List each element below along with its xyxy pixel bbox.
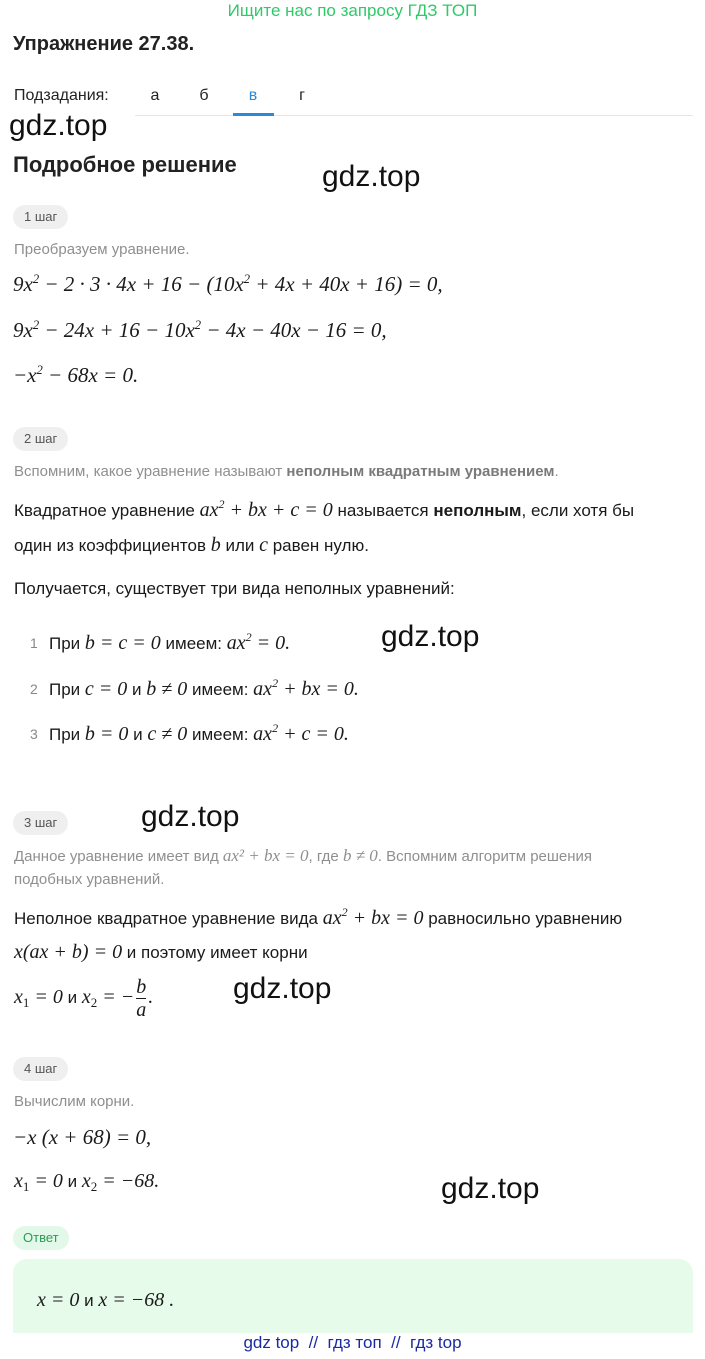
- inline-math: c = 0: [84, 677, 128, 700]
- text: При: [49, 633, 85, 653]
- fraction-numerator: b: [136, 976, 147, 998]
- list-item: [49, 721, 349, 746]
- equation-line: $-x^2 - 68x = 0$.: [13, 363, 139, 388]
- inline-math: b: [210, 534, 221, 556]
- text: Квадратное уравнение: [14, 500, 200, 520]
- top-banner[interactable]: Ищите нас по запросу ГДЗ ТОП: [227, 1, 478, 20]
- paragraph: [14, 497, 634, 522]
- inline-math: $ax^2 + c = 0$.: [253, 721, 349, 745]
- text: .: [148, 985, 154, 1008]
- watermark: gdz.top: [322, 160, 421, 193]
- watermark: gdz.top: [9, 109, 108, 142]
- inline-math: $x_1 = 0$: [14, 985, 63, 1010]
- text: равен нулю.: [267, 536, 369, 555]
- bold-text: неполным: [433, 500, 522, 520]
- paragraph: [14, 941, 308, 964]
- inline-math: x = −68 .: [98, 1289, 175, 1311]
- hint-text: .: [554, 463, 559, 480]
- inline-math: x(ax + b) = 0: [14, 941, 123, 963]
- inline-math: $x_1 = 0$: [14, 1170, 63, 1194]
- active-tab-indicator: [233, 113, 274, 116]
- inline-math: x = 0: [37, 1289, 80, 1311]
- tab-b[interactable]: б: [199, 87, 209, 104]
- list-number: 3: [30, 726, 38, 742]
- tab-v[interactable]: в: [248, 87, 258, 104]
- text: или: [220, 536, 260, 555]
- step-badge: 2 шаг: [13, 427, 68, 451]
- inline-math: c ≠ 0: [147, 722, 188, 745]
- step-badge: 1 шаг: [13, 205, 68, 229]
- text: Неполное квадратное уравнение вида: [14, 908, 323, 928]
- inline-math: $ax^2$ + bx + c = 0: [199, 497, 333, 521]
- fraction: [136, 976, 146, 1021]
- answer-text: [37, 1289, 174, 1312]
- paragraph: [14, 905, 622, 930]
- text: При: [49, 679, 85, 699]
- list-item: [49, 676, 359, 701]
- text: и: [127, 679, 147, 699]
- fraction-denominator: a: [136, 999, 147, 1021]
- inline-math: $x_2 = -68$.: [81, 1170, 160, 1194]
- inline-math: $x_2$ = −: [81, 985, 135, 1010]
- answer-badge: Ответ: [13, 1226, 69, 1250]
- step-hint: [14, 463, 559, 480]
- hint-bold: неполным квадратным уравнением: [286, 463, 555, 480]
- inline-math: $ax^2 = 0$.: [226, 630, 291, 654]
- footer-links[interactable]: gdz top // гдз топ // гдз top: [243, 1333, 462, 1352]
- tab-g[interactable]: г: [299, 87, 305, 104]
- equation-line: −x (x + 68) = 0,: [13, 1125, 152, 1149]
- watermark: gdz.top: [233, 972, 332, 1005]
- text: имеем:: [160, 633, 227, 653]
- inline-math: b ≠ 0: [146, 677, 188, 700]
- step-hint: Вычислим корни.: [14, 1093, 135, 1110]
- equation-line: $9x^2 - 2 \cdot 3 \cdot 4x + 16 - (10x^2 + 4x + 40x + 16) = 0$,: [13, 272, 443, 297]
- text: называется: [332, 500, 434, 520]
- text: . Вспомним алгоритм решения: [377, 848, 593, 865]
- list-number: 2: [30, 681, 38, 697]
- inline-math: c: [259, 534, 268, 556]
- text: и: [62, 987, 82, 1007]
- watermark: gdz.top: [141, 800, 240, 833]
- inline-math: b = 0: [84, 722, 129, 745]
- hint-text: Вспомним, какое уравнение называют: [14, 463, 287, 480]
- inline-math: $ax^2$ + bx = 0: [322, 905, 424, 929]
- list-item: [49, 630, 290, 655]
- inline-math: b ≠ 0: [342, 846, 378, 865]
- text: имеем:: [187, 679, 254, 699]
- page-title: Упражнение 27.38.: [13, 33, 195, 55]
- equation-line: $9x^2 - 24x + 16 - 10x^2 - 4x - 40x - 16 = 0$,: [13, 318, 387, 343]
- text: и: [79, 1291, 99, 1310]
- inline-math: ax² + bx = 0: [222, 846, 309, 865]
- text: Данное уравнение имеет вид: [14, 848, 223, 865]
- paragraph: Получается, существует три вида неполных уравнений:: [14, 579, 455, 598]
- paragraph: [14, 976, 153, 1021]
- step-hint: Преобразуем уравнение.: [14, 241, 190, 258]
- paragraph: [14, 534, 369, 557]
- text: При: [49, 724, 85, 744]
- step-hint: подобных уравнений.: [14, 871, 165, 888]
- paragraph: [14, 1170, 159, 1195]
- watermark: gdz.top: [441, 1172, 540, 1205]
- inline-math: $ax^2$ + bx = 0.: [253, 676, 359, 700]
- tab-a[interactable]: а: [150, 87, 160, 104]
- text: равносильно уравнению: [423, 908, 623, 928]
- section-title: Подробное решение: [13, 152, 237, 177]
- text: один из коэффициентов: [14, 536, 211, 555]
- step-badge: 4 шаг: [13, 1057, 68, 1081]
- step-hint: [14, 846, 592, 866]
- step-badge: 3 шаг: [13, 811, 68, 835]
- text: и поэтому имеет корни: [122, 943, 308, 962]
- inline-math: b = c = 0: [84, 631, 161, 654]
- text: и: [128, 724, 148, 744]
- subtasks-label: Подзадания:: [14, 87, 109, 104]
- text: и: [62, 1172, 82, 1191]
- tabs-divider: [135, 115, 693, 116]
- list-number: 1: [30, 635, 38, 651]
- text: , если хотя бы: [521, 500, 635, 520]
- watermark: gdz.top: [381, 620, 480, 653]
- text: , где: [308, 848, 343, 865]
- text: имеем:: [187, 724, 254, 744]
